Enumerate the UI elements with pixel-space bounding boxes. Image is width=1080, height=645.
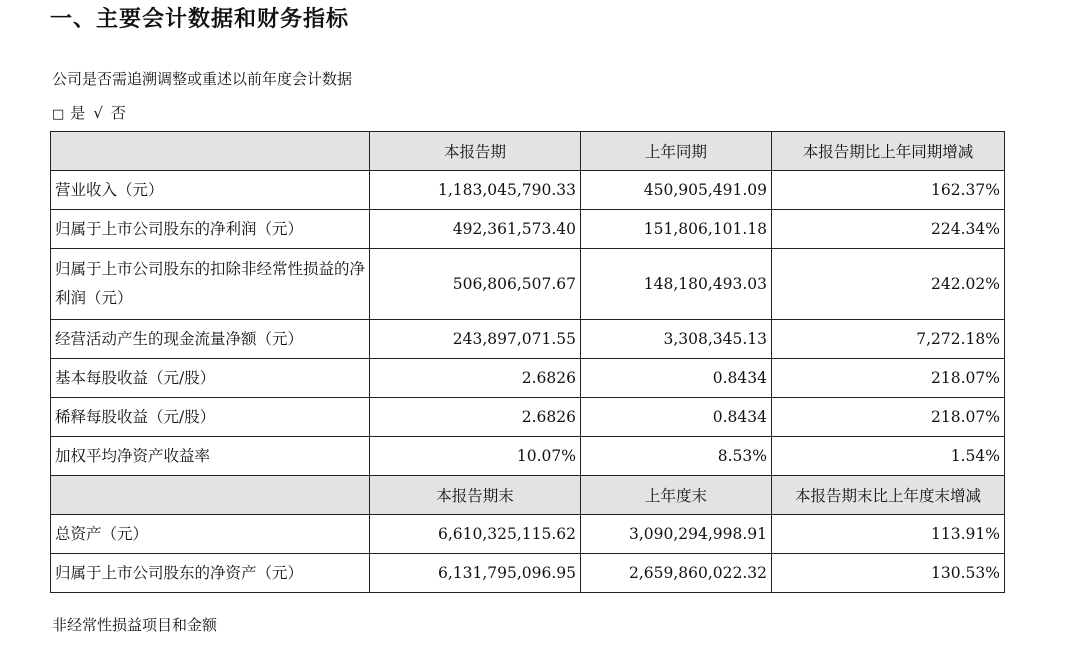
table-header-row <box>51 132 1005 171</box>
current-value: 2.6826 <box>370 359 581 398</box>
prior-value: 450,905,491.09 <box>581 171 772 210</box>
row-label: 营业收入（元） <box>51 171 370 210</box>
table-row <box>51 515 1005 554</box>
table-row <box>51 398 1005 437</box>
change-value: 162.37% <box>772 171 1005 210</box>
current-value: 243,897,071.55 <box>370 320 581 359</box>
header-blank-cell <box>51 132 370 171</box>
table-row <box>51 171 1005 210</box>
table-row <box>51 320 1005 359</box>
subheader-blank-cell <box>51 476 370 515</box>
row-label: 稀释每股收益（元/股） <box>51 398 370 437</box>
prior-value: 3,308,345.13 <box>581 320 772 359</box>
table-row <box>51 249 1005 320</box>
table-row <box>51 359 1005 398</box>
change-value: 242.02% <box>772 249 1005 320</box>
header-prior-period: 上年同期 <box>581 132 772 171</box>
current-value: 10.07% <box>370 437 581 476</box>
row-label: 基本每股收益（元/股） <box>51 359 370 398</box>
current-value: 492,361,573.40 <box>370 210 581 249</box>
change-value: 1.54% <box>772 437 1005 476</box>
header-current-period: 本报告期 <box>370 132 581 171</box>
change-value: 218.07% <box>772 359 1005 398</box>
table-subheader-row <box>51 476 1005 515</box>
restatement-question: 公司是否需追溯调整或重述以前年度会计数据 <box>52 70 353 88</box>
current-value: 2.6826 <box>370 398 581 437</box>
current-value: 506,806,507.67 <box>370 249 581 320</box>
header-period-end: 本报告期末 <box>370 476 581 515</box>
row-label: 归属于上市公司股东的净资产（元） <box>51 554 370 593</box>
section-title: 一、主要会计数据和财务指标 <box>50 7 350 32</box>
prior-value: 2,659,860,022.32 <box>581 554 772 593</box>
change-value: 7,272.18% <box>772 320 1005 359</box>
prior-value: 8.53% <box>581 437 772 476</box>
header-change: 本报告期比上年同期增减 <box>772 132 1005 171</box>
header-prior-year-end: 上年度末 <box>581 476 772 515</box>
current-value: 1,183,045,790.33 <box>370 171 581 210</box>
row-label: 经营活动产生的现金流量净额（元） <box>51 320 370 359</box>
header-year-end-change: 本报告期末比上年度末增减 <box>772 476 1005 515</box>
change-value: 130.53% <box>772 554 1005 593</box>
table-row <box>51 437 1005 476</box>
table-row <box>51 210 1005 249</box>
row-label: 加权平均净资产收益率 <box>51 437 370 476</box>
key-financial-data-table <box>50 131 1005 593</box>
current-value: 6,131,795,096.95 <box>370 554 581 593</box>
footer-note: 非经常性损益项目和金额 <box>52 616 218 634</box>
prior-value: 0.8434 <box>581 359 772 398</box>
current-value: 6,610,325,115.62 <box>370 515 581 554</box>
change-value: 218.07% <box>772 398 1005 437</box>
check-mark-icon: √ <box>93 104 103 122</box>
row-label: 归属于上市公司股东的净利润（元） <box>51 210 370 249</box>
no-option-label: 否 <box>110 104 126 122</box>
row-label: 归属于上市公司股东的扣除非经常性损益的净利润（元） <box>51 249 370 320</box>
prior-value: 0.8434 <box>581 398 772 437</box>
row-label: 总资产（元） <box>51 515 370 554</box>
empty-checkbox-icon: □ <box>52 107 65 122</box>
table-row <box>51 554 1005 593</box>
prior-value: 148,180,493.03 <box>581 249 772 320</box>
change-value: 224.34% <box>772 210 1005 249</box>
change-value: 113.91% <box>772 515 1005 554</box>
prior-value: 3,090,294,998.91 <box>581 515 772 554</box>
prior-value: 151,806,101.18 <box>581 210 772 249</box>
restatement-answer <box>52 102 126 123</box>
yes-option-label: 是 <box>70 104 86 122</box>
